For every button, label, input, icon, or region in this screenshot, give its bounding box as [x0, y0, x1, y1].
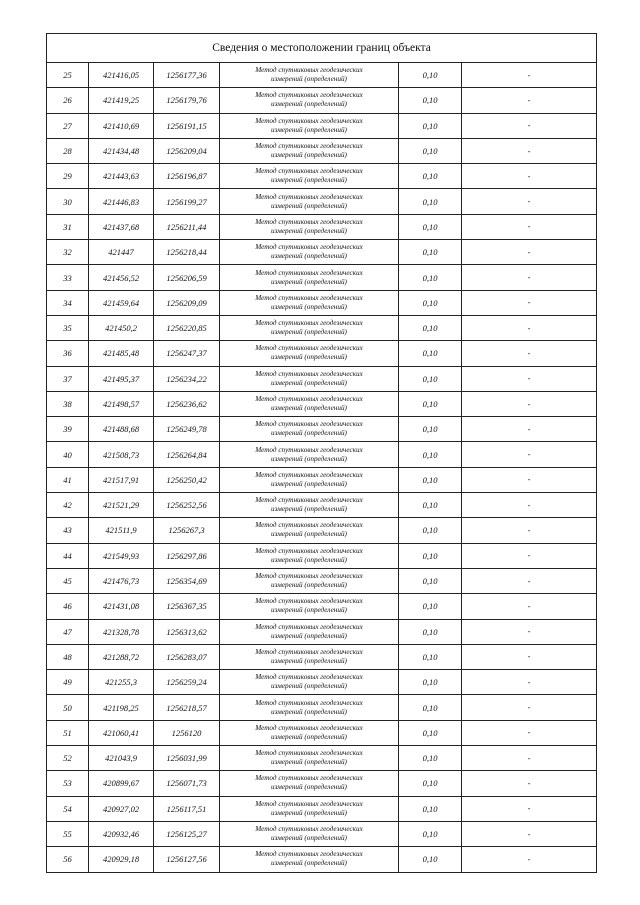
- table-title-row: [47, 34, 597, 63]
- point-description: -: [462, 644, 597, 669]
- table-row: [47, 138, 597, 163]
- method-line1: Метод спутниковых геодезических: [255, 293, 363, 302]
- precision: 0,10: [399, 518, 462, 543]
- coordinate-y: 1256117,51: [154, 796, 220, 821]
- coordinate-x: 421060,41: [89, 720, 154, 745]
- coordinate-x: 421443,63: [89, 164, 154, 189]
- precision: 0,10: [399, 467, 462, 492]
- method-cell: [220, 341, 399, 366]
- precision: 0,10: [399, 341, 462, 366]
- coordinate-y: 1256177,36: [154, 63, 220, 88]
- coordinate-x: 421521,29: [89, 493, 154, 518]
- point-description: -: [462, 771, 597, 796]
- method-cell: [220, 467, 399, 492]
- method-line1: Метод спутниковых геодезических: [255, 673, 363, 682]
- coordinate-x: 421431,08: [89, 594, 154, 619]
- precision: 0,10: [399, 847, 462, 872]
- point-number: 51: [47, 720, 89, 745]
- point-description: -: [462, 366, 597, 391]
- point-number: 44: [47, 543, 89, 568]
- coordinate-y: 1256220,85: [154, 315, 220, 340]
- precision: 0,10: [399, 619, 462, 644]
- point-description: -: [462, 594, 597, 619]
- method-cell: [220, 518, 399, 543]
- method-line1: Метод спутниковых геодезических: [255, 395, 363, 403]
- point-number: 37: [47, 366, 89, 391]
- precision: 0,10: [399, 164, 462, 189]
- coordinate-y: 1256297,86: [154, 543, 220, 568]
- point-description: -: [462, 417, 597, 442]
- precision: 0,10: [399, 214, 462, 239]
- method-line1: Метод спутниковых геодезических: [255, 192, 363, 201]
- coordinate-x: 421328,78: [89, 619, 154, 644]
- coordinate-y: 1256354,69: [154, 568, 220, 593]
- point-number: 28: [47, 138, 89, 163]
- method-cell: [220, 493, 399, 518]
- coordinate-y: 1256313,62: [154, 619, 220, 644]
- method-line1: Метод спутниковых геодезических: [255, 825, 363, 834]
- coordinate-x: 421485,48: [89, 341, 154, 366]
- coordinate-y: 1256127,56: [154, 847, 220, 872]
- method-cell: [220, 113, 399, 138]
- point-number: 54: [47, 796, 89, 821]
- method-line1: Метод спутниковых геодезических: [255, 116, 363, 125]
- coordinate-x: 420932,46: [89, 821, 154, 846]
- precision: 0,10: [399, 695, 462, 720]
- method-cell: [220, 138, 399, 163]
- table-row: [47, 695, 597, 720]
- method-cell: [220, 847, 399, 872]
- method-line2: измерений (определений): [271, 378, 347, 387]
- point-number: 48: [47, 644, 89, 669]
- method-line1: Метод спутниковых геодезических: [255, 647, 363, 656]
- table-row: [47, 88, 597, 113]
- coordinate-x: 420929,18: [89, 847, 154, 872]
- method-cell: [220, 670, 399, 695]
- method-line1: Метод спутниковых геодезических: [255, 799, 363, 808]
- method-cell: [220, 290, 399, 315]
- method-line2: измерений (определений): [271, 505, 347, 514]
- method-line2: измерений (определений): [271, 707, 347, 716]
- method-line2: измерений (определений): [271, 353, 347, 362]
- precision: 0,10: [399, 417, 462, 442]
- method-line1: Метод спутниковых геодезических: [255, 698, 363, 707]
- point-description: -: [462, 214, 597, 239]
- method-line2: измерений (определений): [271, 201, 347, 210]
- method-line1: Метод спутниковых геодезических: [255, 268, 363, 277]
- precision: 0,10: [399, 670, 462, 695]
- method-line2: измерений (определений): [271, 631, 347, 640]
- table-row: [47, 341, 597, 366]
- point-description: -: [462, 240, 597, 265]
- method-line1: Метод спутниковых геодезических: [255, 243, 363, 252]
- table-row: [47, 265, 597, 290]
- method-cell: [220, 214, 399, 239]
- method-line2: измерений (определений): [271, 834, 347, 843]
- point-number: 47: [47, 619, 89, 644]
- method-line1: Метод спутниковых геодезических: [255, 217, 363, 226]
- point-description: -: [462, 518, 597, 543]
- table-row: [47, 467, 597, 492]
- method-line1: Метод спутниковых геодезических: [255, 91, 363, 100]
- table-row: [47, 796, 597, 821]
- coordinate-y: 1256209,09: [154, 290, 220, 315]
- method-cell: [220, 189, 399, 214]
- precision: 0,10: [399, 543, 462, 568]
- point-description: -: [462, 341, 597, 366]
- method-line2: измерений (определений): [271, 226, 347, 235]
- precision: 0,10: [399, 493, 462, 518]
- coordinate-x: 421447: [89, 240, 154, 265]
- method-line2: измерений (определений): [271, 302, 347, 311]
- coordinate-x: 421255,3: [89, 670, 154, 695]
- method-line1: Метод спутниковых геодезических: [255, 521, 363, 530]
- point-number: 53: [47, 771, 89, 796]
- coordinate-y: 1256199,27: [154, 189, 220, 214]
- point-description: -: [462, 543, 597, 568]
- point-number: 39: [47, 417, 89, 442]
- table-row: [47, 214, 597, 239]
- method-line2: измерений (определений): [271, 252, 347, 261]
- method-cell: [220, 796, 399, 821]
- coordinate-y: 1256196,87: [154, 164, 220, 189]
- method-line2: измерений (определений): [271, 454, 347, 463]
- coordinate-x: 421456,52: [89, 265, 154, 290]
- table-row: [47, 543, 597, 568]
- coordinate-y: 1256249,78: [154, 417, 220, 442]
- table-row: [47, 63, 597, 88]
- method-line2: измерений (определений): [271, 808, 347, 817]
- boundary-table-body: [47, 34, 597, 873]
- coordinate-x: 420899,67: [89, 771, 154, 796]
- precision: 0,10: [399, 240, 462, 265]
- point-number: 36: [47, 341, 89, 366]
- table-row: [47, 442, 597, 467]
- point-description: -: [462, 164, 597, 189]
- point-description: -: [462, 720, 597, 745]
- point-description: -: [462, 315, 597, 340]
- point-number: 45: [47, 568, 89, 593]
- method-line2: измерений (определений): [271, 176, 347, 185]
- coordinate-y: 1256367,35: [154, 594, 220, 619]
- precision: 0,10: [399, 821, 462, 846]
- point-number: 42: [47, 493, 89, 518]
- point-description: -: [462, 63, 597, 88]
- method-line1: Метод спутниковых геодезических: [255, 546, 363, 555]
- point-number: 55: [47, 821, 89, 846]
- point-number: 31: [47, 214, 89, 239]
- table-row: [47, 670, 597, 695]
- point-number: 41: [47, 467, 89, 492]
- point-description: -: [462, 189, 597, 214]
- method-line2: измерений (определений): [271, 328, 347, 337]
- coordinate-y: 1256031,99: [154, 746, 220, 771]
- method-cell: [220, 88, 399, 113]
- point-number: 56: [47, 847, 89, 872]
- table-row: [47, 619, 597, 644]
- method-cell: [220, 391, 399, 416]
- coordinate-x: 420927,02: [89, 796, 154, 821]
- point-number: 40: [47, 442, 89, 467]
- table-row: [47, 493, 597, 518]
- point-description: -: [462, 493, 597, 518]
- method-line1: Метод спутниковых геодезических: [255, 167, 363, 176]
- table-row: [47, 189, 597, 214]
- coordinate-x: 421437,68: [89, 214, 154, 239]
- method-line1: Метод спутниковых геодезических: [255, 470, 363, 479]
- point-number: 30: [47, 189, 89, 214]
- coordinate-y: 1256264,84: [154, 442, 220, 467]
- coordinate-y: 1256252,56: [154, 493, 220, 518]
- precision: 0,10: [399, 442, 462, 467]
- table-row: [47, 720, 597, 745]
- point-description: -: [462, 695, 597, 720]
- point-number: 35: [47, 315, 89, 340]
- coordinate-x: 421488,68: [89, 417, 154, 442]
- method-line2: измерений (определений): [271, 859, 347, 868]
- method-line1: Метод спутниковых геодезических: [255, 597, 363, 606]
- table-row: [47, 644, 597, 669]
- coordinate-x: 421416,05: [89, 63, 154, 88]
- boundary-table: [46, 33, 597, 873]
- point-description: -: [462, 670, 597, 695]
- precision: 0,10: [399, 568, 462, 593]
- method-cell: [220, 265, 399, 290]
- method-line2: измерений (определений): [271, 682, 347, 691]
- precision: 0,10: [399, 366, 462, 391]
- method-line2: измерений (определений): [271, 404, 347, 412]
- point-description: -: [462, 442, 597, 467]
- method-line2: измерений (определений): [271, 581, 347, 590]
- coordinate-x: 421549,93: [89, 543, 154, 568]
- point-description: -: [462, 467, 597, 492]
- point-description: -: [462, 290, 597, 315]
- method-line1: Метод спутниковых геодезических: [255, 344, 363, 353]
- method-line2: измерений (определений): [271, 479, 347, 488]
- coordinate-y: 1256247,37: [154, 341, 220, 366]
- method-line2: измерений (определений): [271, 429, 347, 438]
- coordinate-y: 1256209,04: [154, 138, 220, 163]
- point-number: 33: [47, 265, 89, 290]
- table-row: [47, 391, 597, 416]
- method-line1: Метод спутниковых геодезических: [255, 850, 363, 859]
- coordinate-x: 421419,25: [89, 88, 154, 113]
- precision: 0,10: [399, 746, 462, 771]
- coordinate-y: 1256234,22: [154, 366, 220, 391]
- coordinate-y: 1256120: [154, 720, 220, 745]
- method-cell: [220, 695, 399, 720]
- point-number: 52: [47, 746, 89, 771]
- point-number: 32: [47, 240, 89, 265]
- table-row: [47, 366, 597, 391]
- coordinate-y: 1256283,07: [154, 644, 220, 669]
- coordinate-y: 1256179,76: [154, 88, 220, 113]
- coordinate-y: 1256259,24: [154, 670, 220, 695]
- point-number: 46: [47, 594, 89, 619]
- precision: 0,10: [399, 644, 462, 669]
- point-description: -: [462, 391, 597, 416]
- precision: 0,10: [399, 113, 462, 138]
- coordinate-y: 1256206,59: [154, 265, 220, 290]
- table-row: [47, 290, 597, 315]
- method-line1: Метод спутниковых геодезических: [255, 622, 363, 631]
- point-number: 34: [47, 290, 89, 315]
- precision: 0,10: [399, 796, 462, 821]
- point-description: -: [462, 619, 597, 644]
- precision: 0,10: [399, 594, 462, 619]
- method-cell: [220, 240, 399, 265]
- method-line2: измерений (определений): [271, 125, 347, 134]
- method-cell: [220, 771, 399, 796]
- method-line1: Метод спутниковых геодезических: [255, 749, 363, 758]
- method-cell: [220, 619, 399, 644]
- table-title: Сведения о местоположении границ объекта: [47, 34, 597, 63]
- coordinate-x: 421517,91: [89, 467, 154, 492]
- method-line2: измерений (определений): [271, 656, 347, 665]
- table-row: [47, 821, 597, 846]
- method-line1: Метод спутниковых геодезических: [255, 66, 363, 75]
- coordinate-y: 1256267,3: [154, 518, 220, 543]
- method-line2: измерений (определений): [271, 151, 347, 160]
- method-cell: [220, 644, 399, 669]
- point-description: -: [462, 568, 597, 593]
- coordinate-y: 1256218,44: [154, 240, 220, 265]
- table-row: [47, 417, 597, 442]
- coordinate-x: 421198,25: [89, 695, 154, 720]
- point-description: -: [462, 88, 597, 113]
- precision: 0,10: [399, 771, 462, 796]
- coordinate-x: 421434,48: [89, 138, 154, 163]
- coordinate-x: 421043,9: [89, 746, 154, 771]
- point-description: -: [462, 746, 597, 771]
- method-line2: измерений (определений): [271, 530, 347, 539]
- method-line2: измерений (определений): [271, 758, 347, 767]
- point-number: 38: [47, 391, 89, 416]
- table-row: [47, 315, 597, 340]
- method-line1: Метод спутниковых геодезических: [255, 445, 363, 454]
- point-description: -: [462, 821, 597, 846]
- table-row: [47, 518, 597, 543]
- precision: 0,10: [399, 265, 462, 290]
- method-line1: Метод спутниковых геодезических: [255, 420, 363, 429]
- point-number: 26: [47, 88, 89, 113]
- precision: 0,10: [399, 63, 462, 88]
- table-row: [47, 568, 597, 593]
- table-row: [47, 113, 597, 138]
- method-line2: измерений (определений): [271, 783, 347, 792]
- method-cell: [220, 442, 399, 467]
- coordinate-y: 1256125,27: [154, 821, 220, 846]
- precision: 0,10: [399, 138, 462, 163]
- method-cell: [220, 315, 399, 340]
- method-cell: [220, 821, 399, 846]
- method-line1: Метод спутниковых геодезических: [255, 774, 363, 783]
- point-description: -: [462, 847, 597, 872]
- method-line1: Метод спутниковых геодезических: [255, 142, 363, 151]
- point-description: -: [462, 265, 597, 290]
- method-line1: Метод спутниковых геодезических: [255, 723, 363, 732]
- precision: 0,10: [399, 290, 462, 315]
- coordinate-x: 421508,73: [89, 442, 154, 467]
- coordinate-y: 1256191,15: [154, 113, 220, 138]
- coordinate-x: 421450,2: [89, 315, 154, 340]
- method-line2: измерений (определений): [271, 606, 347, 615]
- table-row: [47, 240, 597, 265]
- method-cell: [220, 417, 399, 442]
- coordinate-x: 421495,37: [89, 366, 154, 391]
- method-line1: Метод спутниковых геодезических: [255, 496, 363, 505]
- point-number: 25: [47, 63, 89, 88]
- coordinate-y: 1256250,42: [154, 467, 220, 492]
- precision: 0,10: [399, 391, 462, 416]
- coordinate-x: 421498,57: [89, 391, 154, 416]
- precision: 0,10: [399, 88, 462, 113]
- table-row: [47, 746, 597, 771]
- method-line1: Метод спутниковых геодезических: [255, 572, 363, 581]
- point-number: 29: [47, 164, 89, 189]
- method-line1: Метод спутниковых геодезических: [255, 369, 363, 378]
- point-description: -: [462, 138, 597, 163]
- coordinate-x: 421459,64: [89, 290, 154, 315]
- coordinate-y: 1256236,62: [154, 391, 220, 416]
- method-cell: [220, 746, 399, 771]
- method-line2: измерений (определений): [271, 100, 347, 109]
- method-line2: измерений (определений): [271, 75, 347, 84]
- method-line1: Метод спутниковых геодезических: [255, 319, 363, 328]
- table-row: [47, 771, 597, 796]
- coordinate-x: 421476,73: [89, 568, 154, 593]
- coordinate-x: 421511,9: [89, 518, 154, 543]
- precision: 0,10: [399, 315, 462, 340]
- coordinate-y: 1256211,44: [154, 214, 220, 239]
- point-number: 27: [47, 113, 89, 138]
- coordinate-x: 421410,69: [89, 113, 154, 138]
- point-description: -: [462, 113, 597, 138]
- point-description: -: [462, 796, 597, 821]
- point-number: 49: [47, 670, 89, 695]
- precision: 0,10: [399, 189, 462, 214]
- method-line2: измерений (определений): [271, 732, 347, 741]
- table-row: [47, 847, 597, 872]
- method-cell: [220, 720, 399, 745]
- method-line2: измерений (определений): [271, 277, 347, 286]
- method-cell: [220, 594, 399, 619]
- method-cell: [220, 568, 399, 593]
- coordinate-x: 421446,83: [89, 189, 154, 214]
- precision: 0,10: [399, 720, 462, 745]
- coordinate-y: 1256071,73: [154, 771, 220, 796]
- method-cell: [220, 366, 399, 391]
- method-line2: измерений (определений): [271, 555, 347, 564]
- point-number: 43: [47, 518, 89, 543]
- point-number: 50: [47, 695, 89, 720]
- table-row: [47, 594, 597, 619]
- coordinate-y: 1256218,57: [154, 695, 220, 720]
- method-cell: [220, 63, 399, 88]
- method-cell: [220, 164, 399, 189]
- coordinate-x: 421288,72: [89, 644, 154, 669]
- table-row: [47, 164, 597, 189]
- method-cell: [220, 543, 399, 568]
